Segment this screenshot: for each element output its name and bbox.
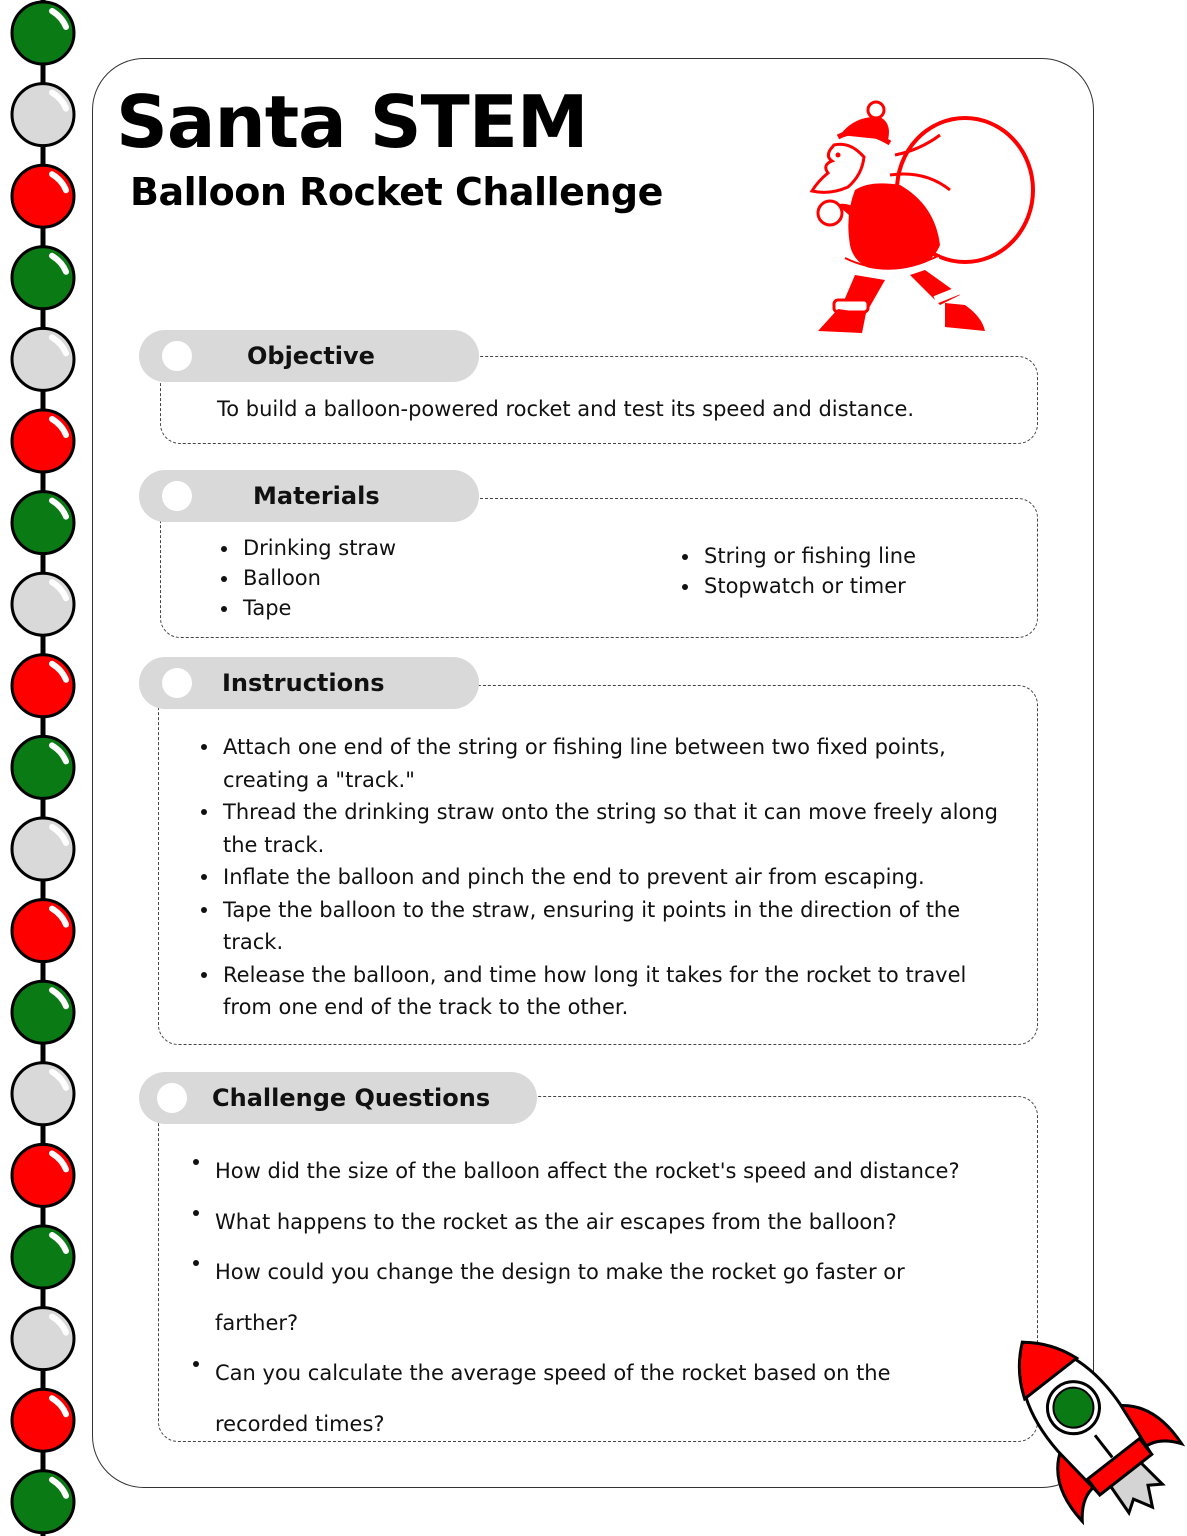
ornament-ball-icon [12, 573, 74, 635]
materials-list-left [219, 533, 396, 623]
instructions-list [199, 731, 1009, 1024]
bullet-dot-icon [162, 668, 192, 698]
material-item: Tape [219, 593, 396, 623]
ornament-garland-icon [0, 0, 86, 1536]
ornament-ball-icon [12, 1308, 74, 1370]
ornament-ball-icon [12, 328, 74, 390]
ornament-ball-icon [12, 655, 74, 717]
instruction-item: Inflate the balloon and pinch the end to prevent air from escaping. [199, 861, 1009, 894]
question-item: What happens to the rocket as the air escapes from the balloon? [191, 1197, 991, 1248]
ornament-ball-icon [12, 492, 74, 554]
question-item: Can you calculate the average speed of the rocket based on the recorded times? [191, 1348, 991, 1449]
ornament-ball-icon [12, 1226, 74, 1288]
bullet-dot-icon [162, 481, 192, 511]
ornament-ball-icon [12, 981, 74, 1043]
material-item: Balloon [219, 563, 396, 593]
rocket-icon [990, 1318, 1185, 1533]
questions-section [139, 1072, 1039, 1446]
questions-heading: Challenge Questions [212, 1084, 491, 1112]
instruction-item: Thread the drinking straw onto the string so that it can move freely along the track. [199, 796, 1009, 861]
objective-text: To build a balloon-powered rocket and test its speed and distance. [217, 397, 915, 421]
ornament-ball-icon [12, 818, 74, 880]
bullet-dot-icon [157, 1083, 187, 1113]
page-title: Santa STEM [116, 80, 588, 164]
ornament-ball-icon [12, 1144, 74, 1206]
ornament-ball-icon [12, 84, 74, 146]
objective-heading: Objective [247, 342, 375, 370]
material-item: String or fishing line [680, 541, 916, 571]
materials-section [139, 470, 1039, 642]
instructions-heading-pill [139, 657, 479, 709]
materials-heading: Materials [253, 482, 380, 510]
materials-list-right [680, 541, 916, 601]
instruction-item: Release the balloon, and time how long it takes for the rocket to travel from one end of the track to the other. [199, 959, 1009, 1024]
question-item: How did the size of the balloon affect the rocket's speed and distance? [191, 1146, 991, 1197]
objective-heading-pill [139, 330, 479, 382]
questions-heading-pill [139, 1072, 537, 1124]
ornament-ball-icon [12, 900, 74, 962]
ornament-ball-icon [12, 2, 74, 64]
bullet-dot-icon [162, 341, 192, 371]
questions-list [191, 1146, 991, 1449]
question-item: How could you change the design to make the rocket go faster or farther? [191, 1247, 991, 1348]
instructions-heading: Instructions [222, 669, 385, 697]
ornament-ball-icon [12, 1389, 74, 1451]
instruction-item: Attach one end of the string or fishing line between two fixed points, creating a "track." [199, 731, 1009, 796]
ornament-ball-icon [12, 736, 74, 798]
instructions-section [139, 657, 1039, 1049]
ornament-ball-icon [12, 1471, 74, 1533]
material-item: Stopwatch or timer [680, 571, 916, 601]
ornament-ball-icon [12, 410, 74, 472]
objective-section [139, 330, 1039, 448]
materials-heading-pill [139, 470, 479, 522]
santa-with-sack-icon [800, 95, 1040, 345]
ornament-ball-icon [12, 247, 74, 309]
instruction-item: Tape the balloon to the straw, ensuring it points in the direction of the track. [199, 894, 1009, 959]
page-subtitle: Balloon Rocket Challenge [130, 170, 663, 214]
ornament-ball-icon [12, 165, 74, 227]
ornament-ball-icon [12, 1063, 74, 1125]
material-item: Drinking straw [219, 533, 396, 563]
